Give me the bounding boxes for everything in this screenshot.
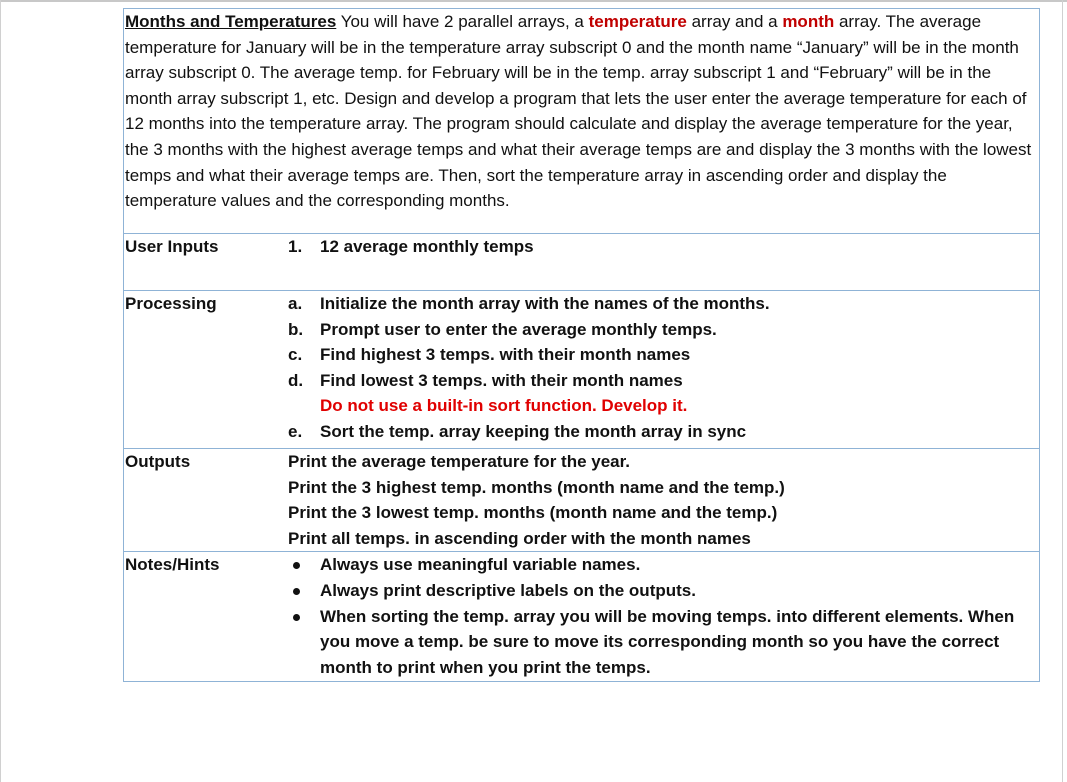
- intro-text-1: You will have 2 parallel arrays, a: [336, 12, 589, 31]
- page-left-border: [0, 0, 1, 782]
- note-text: When sorting the temp. array you will be moving temps. into different elements. When you move a temp. be sure to move its corresponding month so you have the correct month to print when you print the temps.: [320, 606, 1015, 677]
- list-item: [288, 291, 1039, 317]
- list-item: [288, 552, 1039, 578]
- list-item: [288, 234, 1039, 260]
- item-text: Initialize the month array with the names of the months.: [320, 294, 770, 313]
- page-right-border: [1062, 0, 1063, 782]
- notes-label: Notes/Hints: [124, 552, 288, 682]
- item-text: Prompt user to enter the average monthly temps.: [320, 319, 717, 339]
- processing-label: Processing: [124, 291, 288, 449]
- item-marker: d.: [288, 370, 304, 390]
- output-line: Print the average temperature for the year.: [288, 452, 631, 471]
- processing-body: [287, 291, 1040, 449]
- output-line: Print the 3 highest temp. months (month name and the temp.): [288, 477, 785, 497]
- item-marker: e.: [288, 421, 303, 441]
- intro-text-3: array. The average temperature for January will be in the temperature array subscript 0 and the month name “January” will be in the month array subscript 0. The average temp. for February will be in the temp. array subscript 1 and “February” will be in the month array subscript 1, etc. Design and develop a program that lets the user enter the average temperature for each of 12 months into the temperature array. The program should calculate and display the average temperature for the year, the 3 months with the highest average temps and what their average temps are and display the 3 months with the lowest temps and what their average temps are. Then, sort the temperature array in ascending order and display the temperature values and the corresponding months.: [125, 12, 1032, 211]
- page-top-border: [0, 0, 1067, 2]
- item-text: Find lowest 3 temps. with their month names: [320, 370, 683, 390]
- outputs-row: [124, 449, 1040, 552]
- list-item: [288, 342, 1039, 368]
- item-marker: a.: [288, 294, 303, 313]
- item-text: Sort the temp. array keeping the month array in sync: [320, 421, 747, 441]
- intro-cell: [124, 9, 1040, 234]
- output-line: Print the 3 lowest temp. months (month name and the temp.): [288, 503, 778, 523]
- bullet-icon: [293, 562, 300, 569]
- list-item: [288, 419, 1039, 445]
- item-marker: 1.: [288, 237, 303, 256]
- outputs-body: [287, 449, 1040, 552]
- list-item: [288, 317, 1039, 343]
- note-text: Always print descriptive labels on the outputs.: [320, 580, 696, 600]
- notes-body: [287, 552, 1040, 682]
- notes-row: [124, 552, 1040, 682]
- assignment-title: Months and Temperatures: [125, 12, 337, 31]
- note-text: Always use meaningful variable names.: [320, 555, 641, 575]
- item-marker: c.: [288, 345, 303, 365]
- bullet-icon: [293, 614, 300, 621]
- list-item: [288, 368, 1039, 394]
- bullet-icon: [293, 588, 300, 595]
- intro-row: [124, 9, 1040, 234]
- inputs-label: User Inputs: [124, 234, 288, 291]
- sort-warning: Do not use a built-in sort function. Develop it.: [320, 396, 688, 416]
- intro-text-2: array and a: [686, 12, 783, 31]
- item-text: 12 average monthly temps: [320, 237, 534, 256]
- list-item: [288, 578, 1039, 604]
- inputs-row: [124, 234, 1040, 291]
- keyword-temperature: temperature: [588, 12, 687, 31]
- requirements-table: [123, 8, 1040, 682]
- output-line: Print all temps. in ascending order with the month names: [288, 528, 751, 548]
- item-marker: b.: [288, 319, 304, 339]
- item-text: Find highest 3 temps. with their month names: [320, 345, 691, 365]
- keyword-month: month: [782, 12, 835, 31]
- list-item: [288, 604, 1039, 681]
- inputs-body: [287, 234, 1040, 291]
- processing-row: [124, 291, 1040, 449]
- outputs-label: Outputs: [124, 449, 288, 552]
